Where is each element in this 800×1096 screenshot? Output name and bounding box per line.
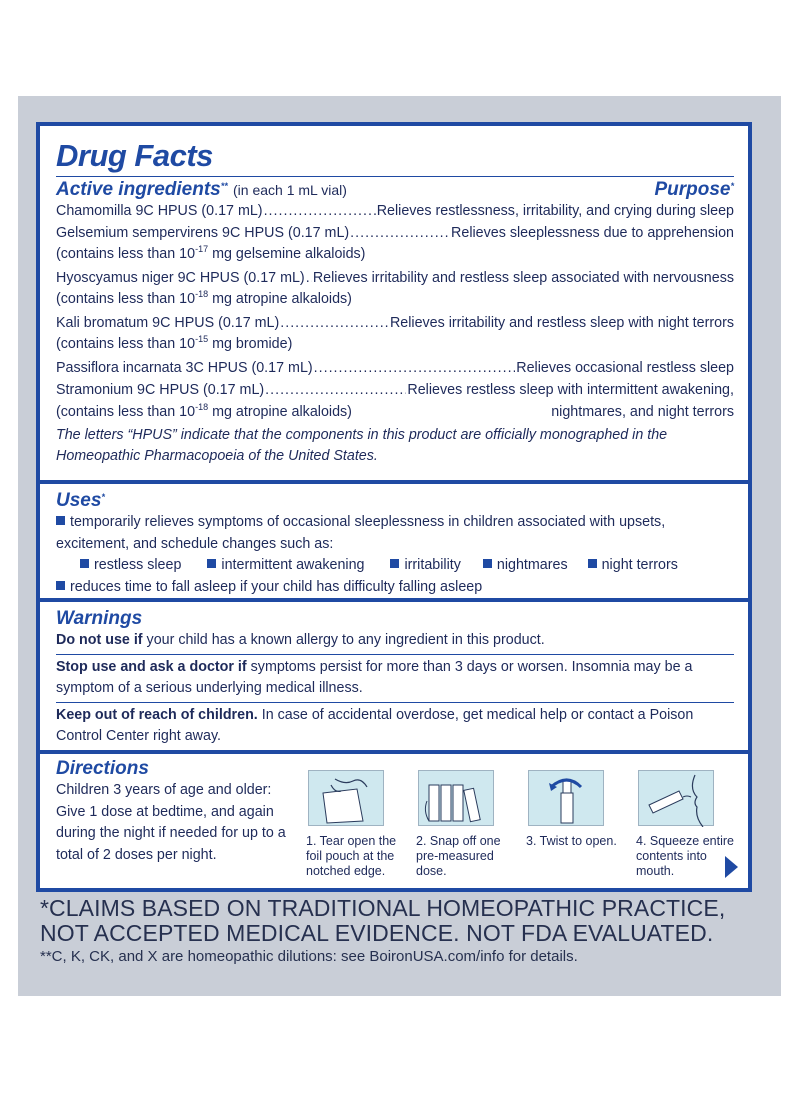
ingredient-name: Gelsemium sempervirens 9C HPUS (0.17 mL) [56,224,350,241]
directions-section [40,758,748,888]
directions-header: Directions [56,758,149,779]
ingredient-row [56,380,734,402]
ingredient-purpose: Relieves irritability and restless sleep associated with nervousness [312,269,734,286]
warning-rule [56,654,734,655]
ingredient-note: (contains less than $10^{-15}$ mg bromide) [56,334,293,352]
warnings-header: Warnings [56,608,143,629]
leader-dots [265,380,406,402]
ingredient-row [56,358,734,380]
uses-item: restless sleep [80,555,181,577]
uses-item: intermittent awakening [207,555,364,577]
ingredient-purpose: Relieves restlessness, irritability, and crying during sleep [376,203,734,219]
active-header-row [56,179,734,201]
direction-step [524,770,634,879]
dilution-footnote: **C, K, CK, and X are homeopathic dilutions: see BoironUSA.com/info for details. [40,948,578,965]
uses-items [56,555,734,577]
warning-item: Keep out of reach of children. In case of accidental overdose, get medical help or contact a Poison Control Center right away. [56,706,694,744]
ingredient-name: Passiflora incarnata 3C HPUS (0.17 mL) [56,359,313,376]
ingredient-name: Chamomilla 9C HPUS (0.17 mL) [56,203,263,219]
uses-line: reduces time to fall asleep if your child has difficulty falling asleep [56,577,734,599]
snap-vial-icon [418,770,494,826]
uses-item: nightmares [483,555,568,577]
active-header-sup: ** [220,181,228,191]
leader-dots [350,223,450,245]
bullet-icon [390,559,399,568]
title-rule [56,176,734,177]
purpose-header [654,179,734,201]
ingredient-purpose-cont: nightmares, and night terrors [551,403,734,420]
bullet-icon [80,559,89,568]
direction-step [414,770,524,879]
purpose-sup: * [730,181,734,191]
warning-rule [56,702,734,703]
section-divider [40,598,748,602]
step-caption: 4. Squeeze entire contents into mouth. [636,834,734,878]
ingredient-row [56,268,734,290]
section-divider [40,750,748,754]
bullet-icon [207,559,216,568]
leader-dots [280,313,389,335]
ingredient-name: Hyoscyamus niger 9C HPUS (0.17 mL) [56,269,305,286]
uses-header: Uses* [56,490,105,511]
uses-section [40,490,748,598]
ingredient-purpose: Relieves sleeplessness due to apprehension [451,224,734,241]
ingredient-name: Kali bromatum 9C HPUS (0.17 mL) [56,314,280,331]
twist-icon [528,770,604,826]
ingredient-note: (contains less than $10^{-18}$ mg atropine alkaloids) [56,401,352,420]
warnings-section [40,608,748,748]
hpus-note: The letters “HPUS” indicate that the components in this product are officially monographed in the Homeopathic Pharmacopoeia of the United States. [56,427,668,464]
ingredient-purpose: Relieves occasional restless sleep [516,359,734,376]
tear-pouch-icon [308,770,384,826]
uses-line: excitement, and schedule changes such as: [56,535,334,552]
purpose-label: Purpose [654,179,731,200]
leader-dots [264,201,376,223]
section-divider [40,480,748,484]
drug-facts-title: Drug Facts [56,138,213,173]
uses-item: irritability [390,555,460,577]
ingredient-row [56,223,734,245]
ingredient-name: Stramonium 9C HPUS (0.17 mL) [56,382,265,398]
uses-item: night terrors [588,555,678,577]
directions-text: Children 3 years of age and older: Give 1 dose at bedtime, and again during the night if needed for up to a total of 2 doses per night. [56,782,286,863]
ingredient-row [56,313,734,335]
bullet-icon [588,559,597,568]
ingredient-purpose: Relieves restless sleep with intermittent awakening, [407,382,734,398]
step-caption: 2. Snap off one pre-measured dose. [416,834,501,878]
uses-line: temporarily relieves symptoms of occasional sleeplessness in children associated with upsets, [56,512,734,534]
step-caption: 3. Twist to open. [526,834,617,848]
leader-dots [306,268,312,290]
ingredient-note: (contains less than $10^{-18}$ mg atropine alkaloids) [56,289,352,307]
bullet-icon [483,559,492,568]
squeeze-mouth-icon [638,770,714,826]
step-caption: 1. Tear open the foil pouch at the notched edge. [306,834,397,878]
ingredient-purpose: Relieves irritability and restless sleep with night terrors [389,314,734,331]
direction-step [304,770,414,879]
directions-steps [304,770,744,879]
ingredient-row [56,201,734,223]
drug-facts-panel [36,122,752,892]
ingredient-note-row [56,402,734,424]
active-header-label: Active ingredients [56,179,221,200]
leader-dots [314,358,516,380]
claims-disclaimer: *CLAIMS BASED ON TRADITIONAL HOMEOPATHIC PRACTICE, NOT ACCEPTED MEDICAL EVIDENCE. NOT FDA EVALUATED. [40,895,726,946]
active-header [56,179,347,201]
bullet-icon [56,516,65,525]
ingredient-note: (contains less than $10^{-17}$ mg gelsemine alkaloids) [56,244,366,262]
warning-item: Stop use and ask a doctor if symptoms persist for more than 3 days or worsen. Insomnia may be a symptom of a serious underlying medical illness. [56,658,693,696]
active-header-note: (in each 1 mL vial) [233,182,347,198]
warning-item: Do not use if your child has a known allergy to any ingredient in this product. [56,632,545,648]
active-ingredients-section [40,138,748,467]
bullet-icon [56,581,65,590]
continue-arrow-icon [725,856,738,878]
